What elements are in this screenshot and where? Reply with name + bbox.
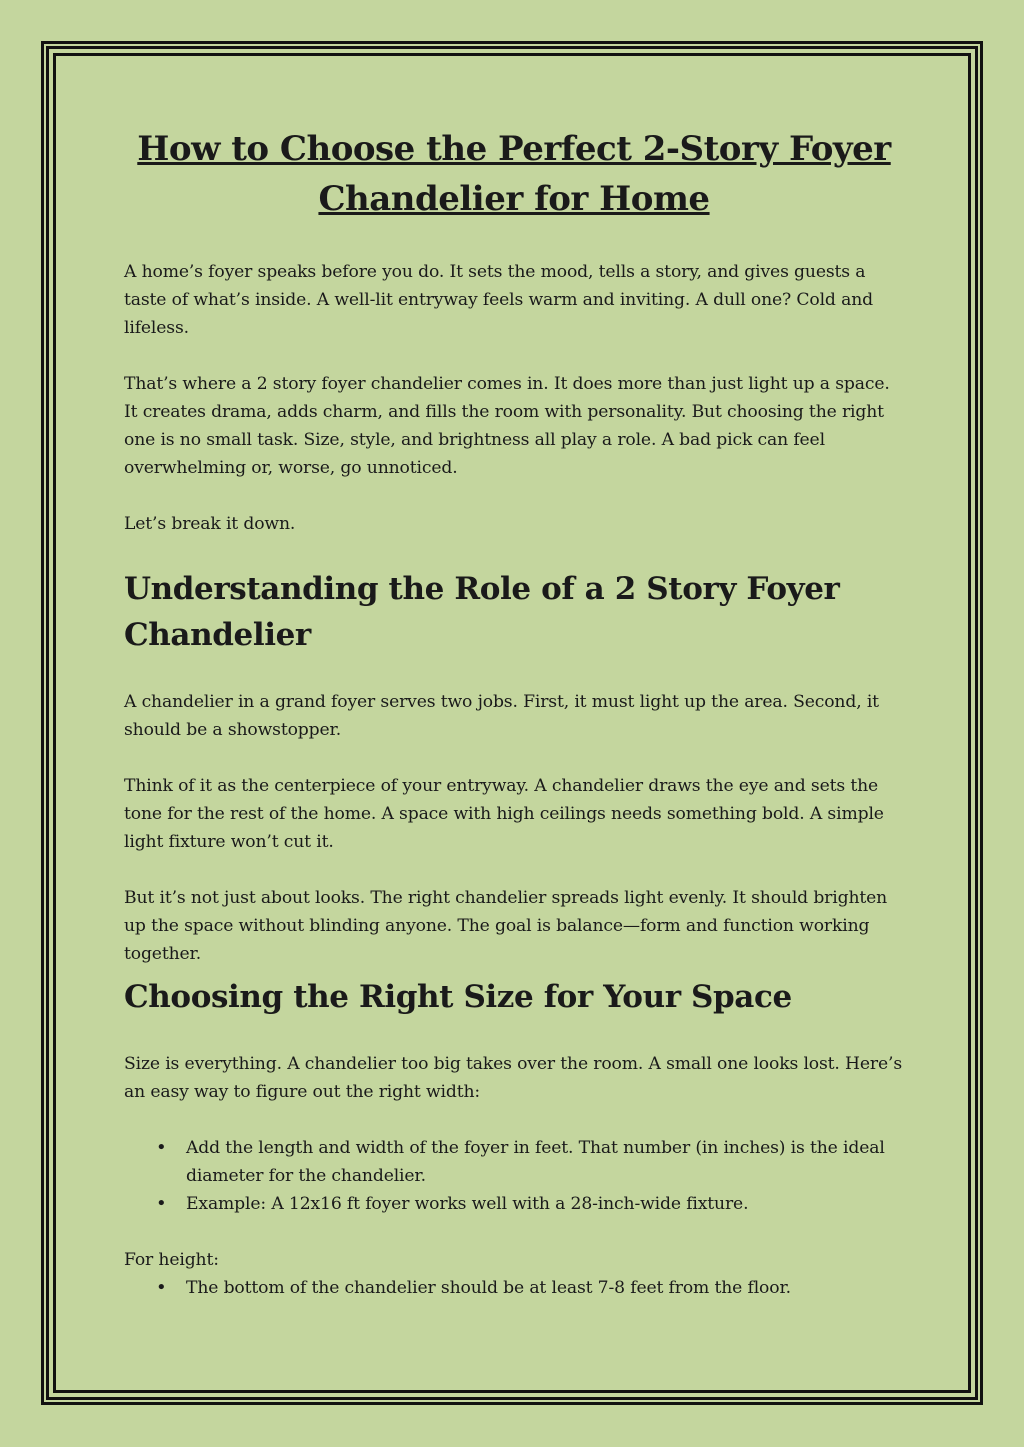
- section-paragraph: A chandelier in a grand foyer serves two jobs. First, it must light up the area. Second, it should be a showstopper.: [124, 692, 879, 740]
- intro-paragraph: That’s where a 2 story foyer chandelier comes in. It does more than just light up a space. It creates drama, adds charm, and fills the room with personality. But choosing the right one is no small task. Size, style, and brightness all play a role. A bad pick can feel overwhelming or, worse, go unnoticed.: [124, 374, 890, 478]
- list-item: • Example: A 12x16 ft foyer works well with a 28-inch-wide fixture.: [124, 1190, 904, 1218]
- intro-paragraph: A home’s foyer speaks before you do. It sets the mood, tells a story, and gives guests a taste of what’s inside. A well-lit entryway feels warm and inviting. A dull one? Cold and lifeless.: [124, 262, 873, 338]
- section-paragraph: But it’s not just about looks. The right chandelier spreads light evenly. It should brighten up the space without blinding anyone. The goal is balance—form and function working together.: [124, 888, 888, 964]
- section-heading-size: Choosing the Right Size for Your Space: [124, 979, 792, 1015]
- list-item: • The bottom of the chandelier should be at least 7-8 feet from the floor.: [124, 1274, 904, 1302]
- width-bullet-list: [124, 1134, 904, 1218]
- height-bullet-list: [124, 1274, 904, 1302]
- list-item: • Add the length and width of the foyer in feet. That number (in inches) is the ideal diameter for the chandelier.: [124, 1134, 904, 1190]
- intro-paragraph: Let’s break it down.: [124, 514, 296, 534]
- document-title: How to Choose the Perfect 2-Story Foyer Chandelier for Home: [137, 129, 891, 219]
- height-label: For height:: [124, 1250, 219, 1270]
- section-paragraph: Size is everything. A chandelier too big takes over the room. A small one looks lost. Here’s an easy way to figure out the right width:: [124, 1054, 902, 1102]
- section-heading-role: Understanding the Role of a 2 Story Foyer Chandelier: [124, 571, 840, 653]
- document-body: [124, 124, 904, 1330]
- section-paragraph: Think of it as the centerpiece of your entryway. A chandelier draws the eye and sets the tone for the rest of the home. A space with high ceilings needs something bold. A simple light fixture won’t cut it.: [124, 776, 884, 852]
